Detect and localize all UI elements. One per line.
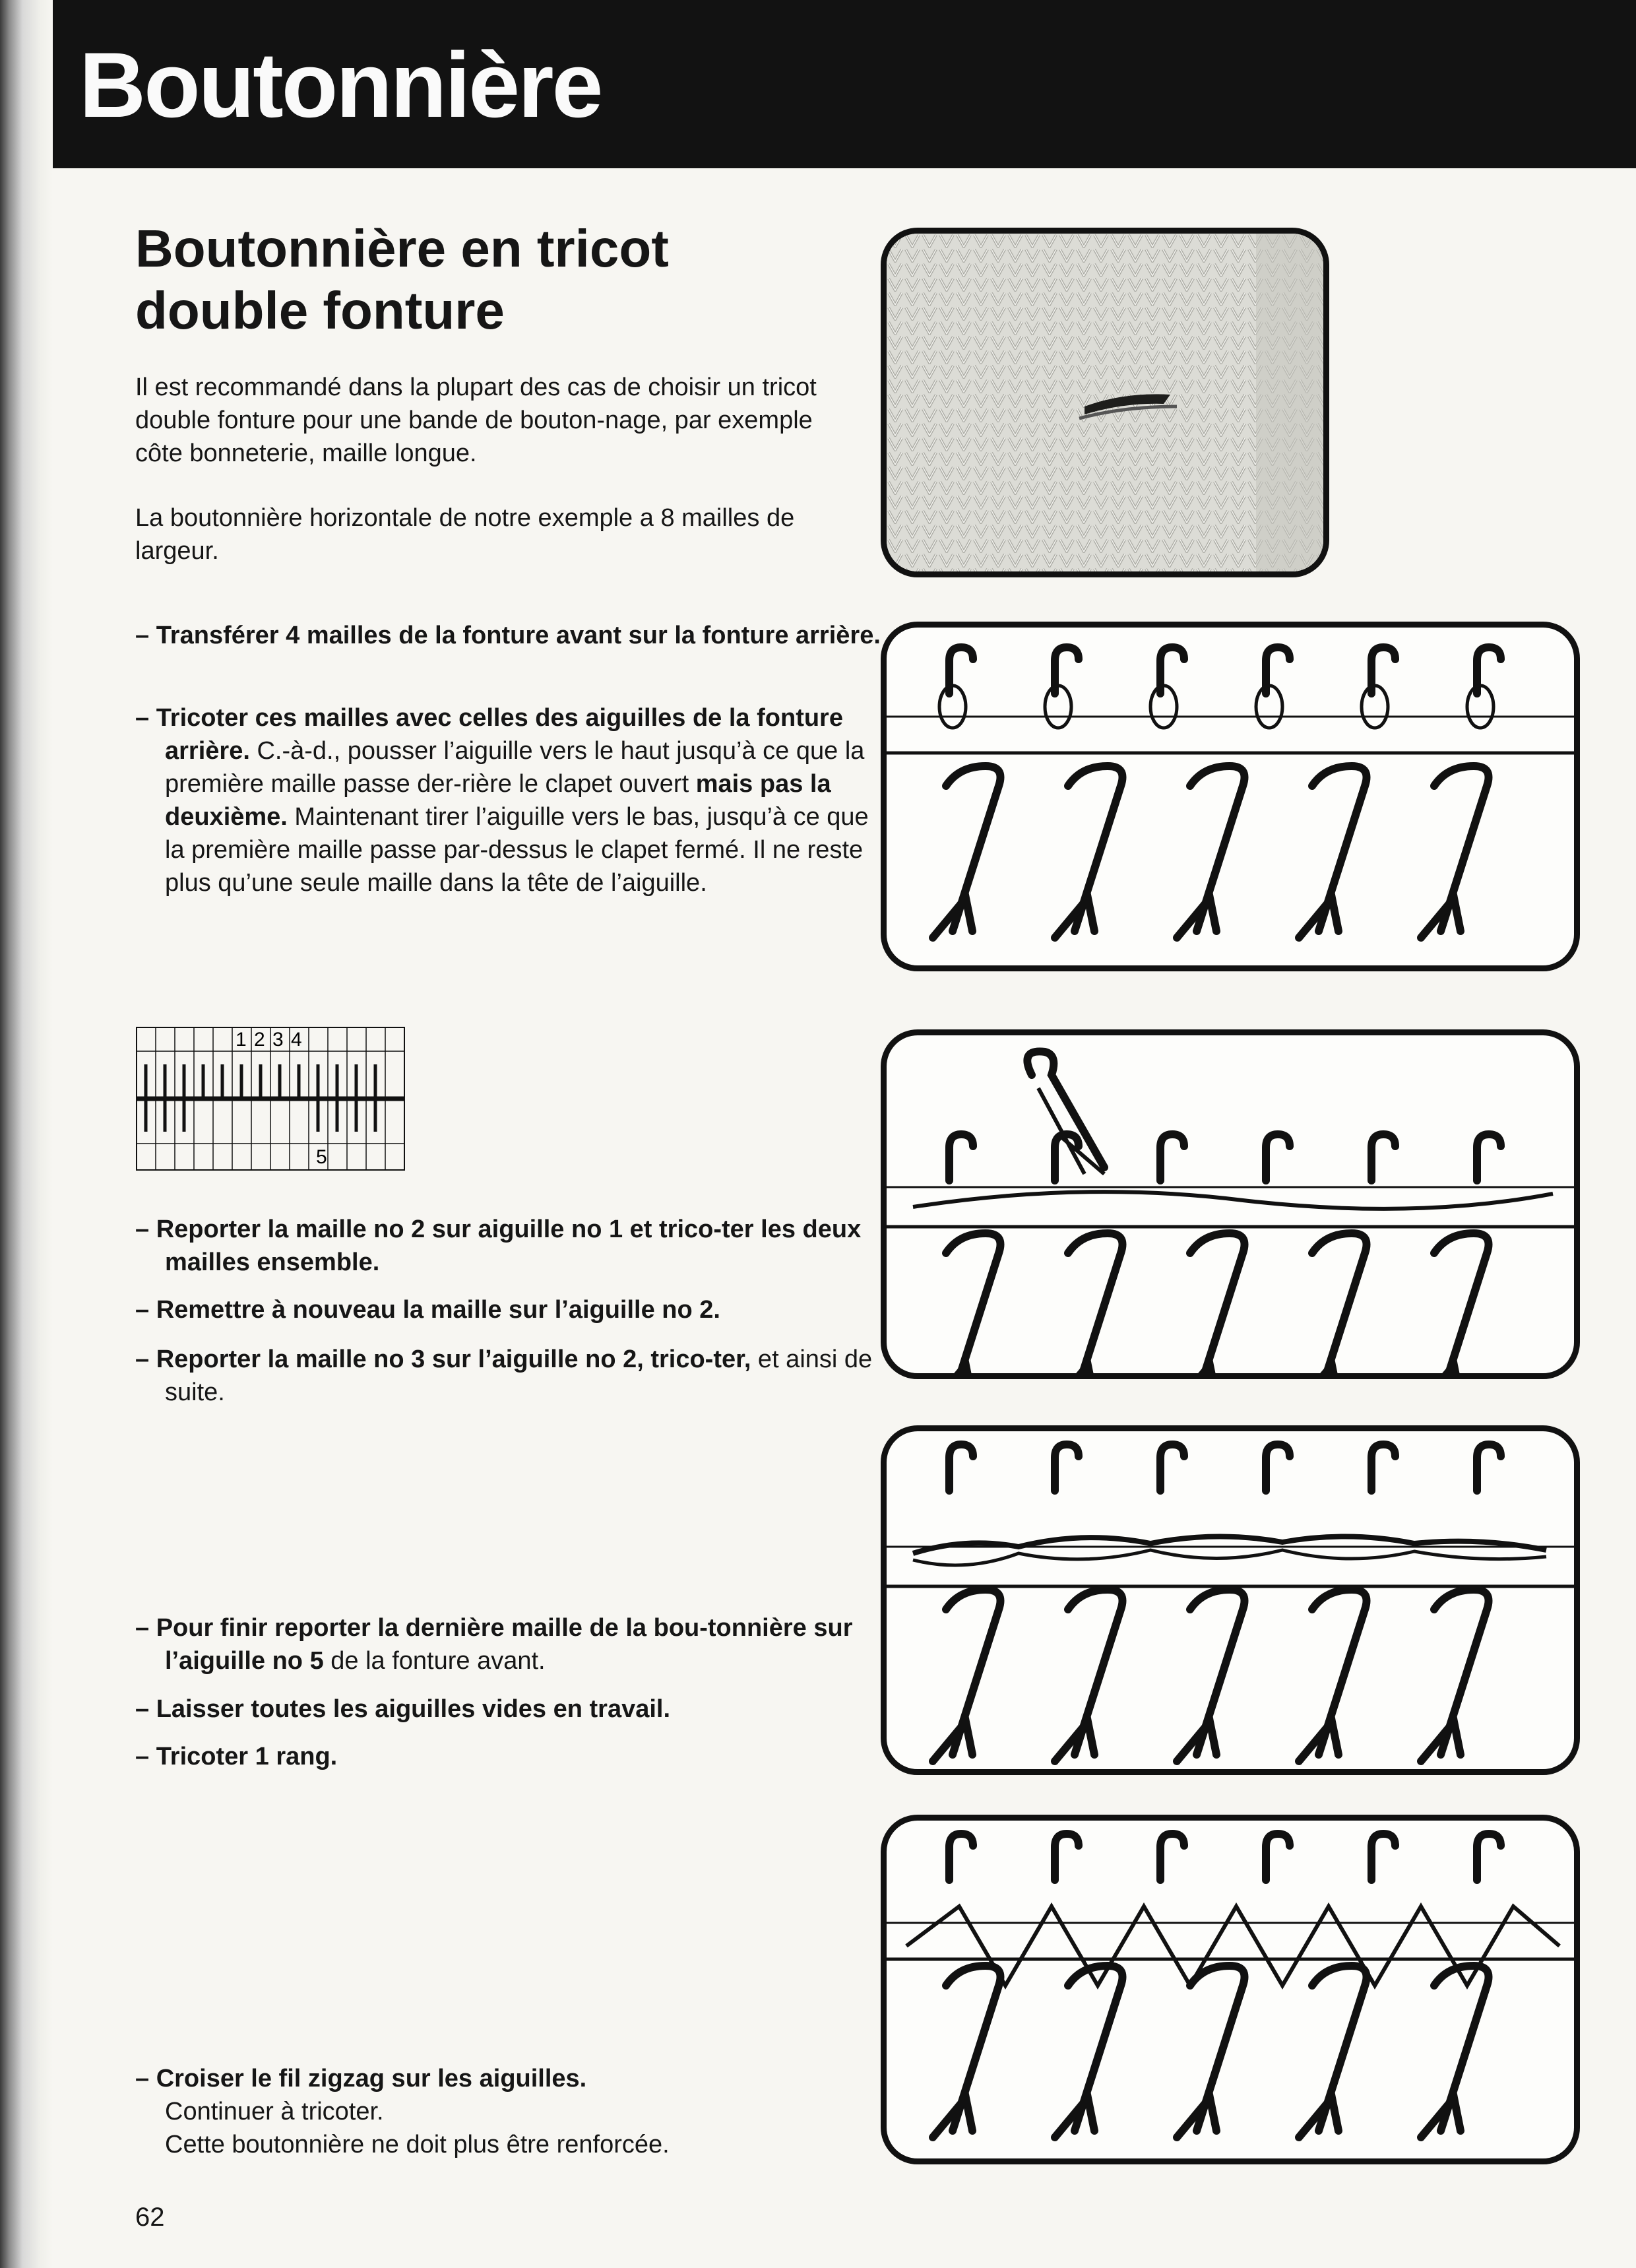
needle-hook (1055, 1444, 1079, 1491)
step-return-stitch-text: – Remettre à nouveau la maille sur l’aiguille no 2. (135, 1296, 720, 1324)
needle-hook (949, 1444, 973, 1491)
back-needle-hook (946, 1233, 1001, 1373)
needle-hook (1266, 1444, 1290, 1491)
intro-width-note: La boutonnière horizontale de notre exemple a 8 mailles de largeur. (135, 504, 795, 565)
back-needle-latch (1421, 1365, 1461, 1373)
needle-hook (949, 1134, 973, 1181)
step-transfer-stitch-2 (135, 1213, 884, 1279)
chart-label-4: 4 (291, 1029, 302, 1051)
step-final-transfer (135, 1611, 884, 1677)
diagram-step-4-zigzag (881, 1815, 1580, 2164)
step-transfer-stitch-3-text: et ainsi de suite. (165, 1345, 873, 1406)
back-needle-hook (1190, 1233, 1245, 1373)
section-title-line2: double fonture (135, 281, 505, 340)
section-title (135, 218, 861, 342)
needle-hook (1266, 1834, 1290, 1880)
back-needle-latch (1177, 1365, 1216, 1373)
step-cross-yarn-text: – Croiser le fil zigzag sur les aiguilles. (135, 2065, 587, 2092)
needle-hook (1160, 1134, 1184, 1181)
back-needle-latch (1299, 1365, 1338, 1373)
back-needle-hook (1312, 1233, 1367, 1373)
step-no-reinforcement: Cette boutonnière ne doit plus être renforcée. (165, 2131, 670, 2158)
step-knit-row-text: – Tricoter 1 rang. (135, 1743, 338, 1770)
step-leave-needles-text: – Laisser toutes les aiguilles vides en travail. (135, 1695, 671, 1723)
needle-hook (1371, 1134, 1395, 1181)
needle-hook (1160, 1444, 1184, 1491)
needle-hook (1055, 1834, 1079, 1880)
diagram-step-2-knit-together (881, 1029, 1580, 1379)
step-knit-together-bold: – Tricoter ces mailles avec celles des aiguilles de la fonture arrière. (135, 704, 843, 765)
step-final-transfer-text: de la fonture avant. (323, 1647, 546, 1675)
page-title: Boutonnière (79, 33, 602, 137)
needle-hook (1477, 1834, 1501, 1880)
chart-label-1: 1 (236, 1029, 247, 1051)
needle-hook (1477, 1444, 1501, 1491)
step-transfer-stitch-2-text: – Reporter la maille no 2 sur aiguille no 1 et trico-ter les deux mailles ensemble. (135, 1215, 862, 1276)
needle-hook (1160, 1834, 1184, 1880)
step-return-stitch (135, 1293, 884, 1326)
needle-hook (1266, 1134, 1290, 1181)
intro-paragraph: Il est recommandé dans la plupart des cas de choisir un tricot double fonture pour une bande de bouton-nage, par exemple côte bonneterie, maille longue. (135, 373, 817, 467)
needle-hook (1371, 1834, 1395, 1880)
chart-label-3: 3 (272, 1029, 284, 1051)
step-leave-needles (135, 1693, 884, 1726)
step-transfer-text: – Transférer 4 mailles de la fonture avant sur la fonture arrière. (135, 622, 881, 649)
back-needle-hook (1068, 1233, 1123, 1373)
diagram-step-1-transfer (881, 622, 1580, 971)
step-knit-together-emphasis: mais pas la deuxième. (165, 770, 831, 831)
needle-hook (1477, 1134, 1501, 1181)
chart-label-2: 2 (254, 1029, 265, 1051)
step-cross-yarn (135, 2062, 884, 2095)
step-knit-row (135, 1740, 884, 1773)
step-knit-together-text2: Maintenant tirer l’aiguille vers le bas, jusqu’à ce que la première maille passe par-dessus le clapet fermé. Il ne reste plus qu’une seule maille dans la tête de l’aiguille. (165, 803, 869, 897)
step-transfer-stitch-3 (135, 1343, 884, 1409)
back-needle-latch (933, 1365, 972, 1373)
page-number: 62 (135, 2203, 165, 2232)
back-needle-hook (1434, 1233, 1489, 1373)
step-knit-together (135, 701, 884, 899)
needle-hook (949, 1834, 973, 1880)
needle-chart (135, 1026, 406, 1171)
needle-hook (1371, 1444, 1395, 1491)
buttonhole-photo (881, 228, 1329, 577)
step-continue-knitting: Continuer à tricoter. (165, 2098, 384, 2125)
step-knit-together-text: C.-à-d., pousser l’aiguille vers le haut jusqu’à ce que la première maille passe der-rière le clapet ouvert (165, 737, 865, 798)
step-final-transfer-bold: – Pour finir reporter la dernière maille de la bou-tonnière sur l’aiguille no 5 (135, 1614, 853, 1675)
back-needle-latch (1055, 1365, 1094, 1373)
step-transfer-stitch-3-bold: – Reporter la maille no 3 sur l’aiguille no 2, trico-ter, (135, 1345, 751, 1373)
diagram-step-3-chain (881, 1425, 1580, 1775)
book-binding (0, 0, 53, 2268)
chart-label-5: 5 (316, 1146, 327, 1168)
step-transfer (135, 619, 884, 652)
section-title-line1: Boutonnière en tricot (135, 219, 669, 278)
